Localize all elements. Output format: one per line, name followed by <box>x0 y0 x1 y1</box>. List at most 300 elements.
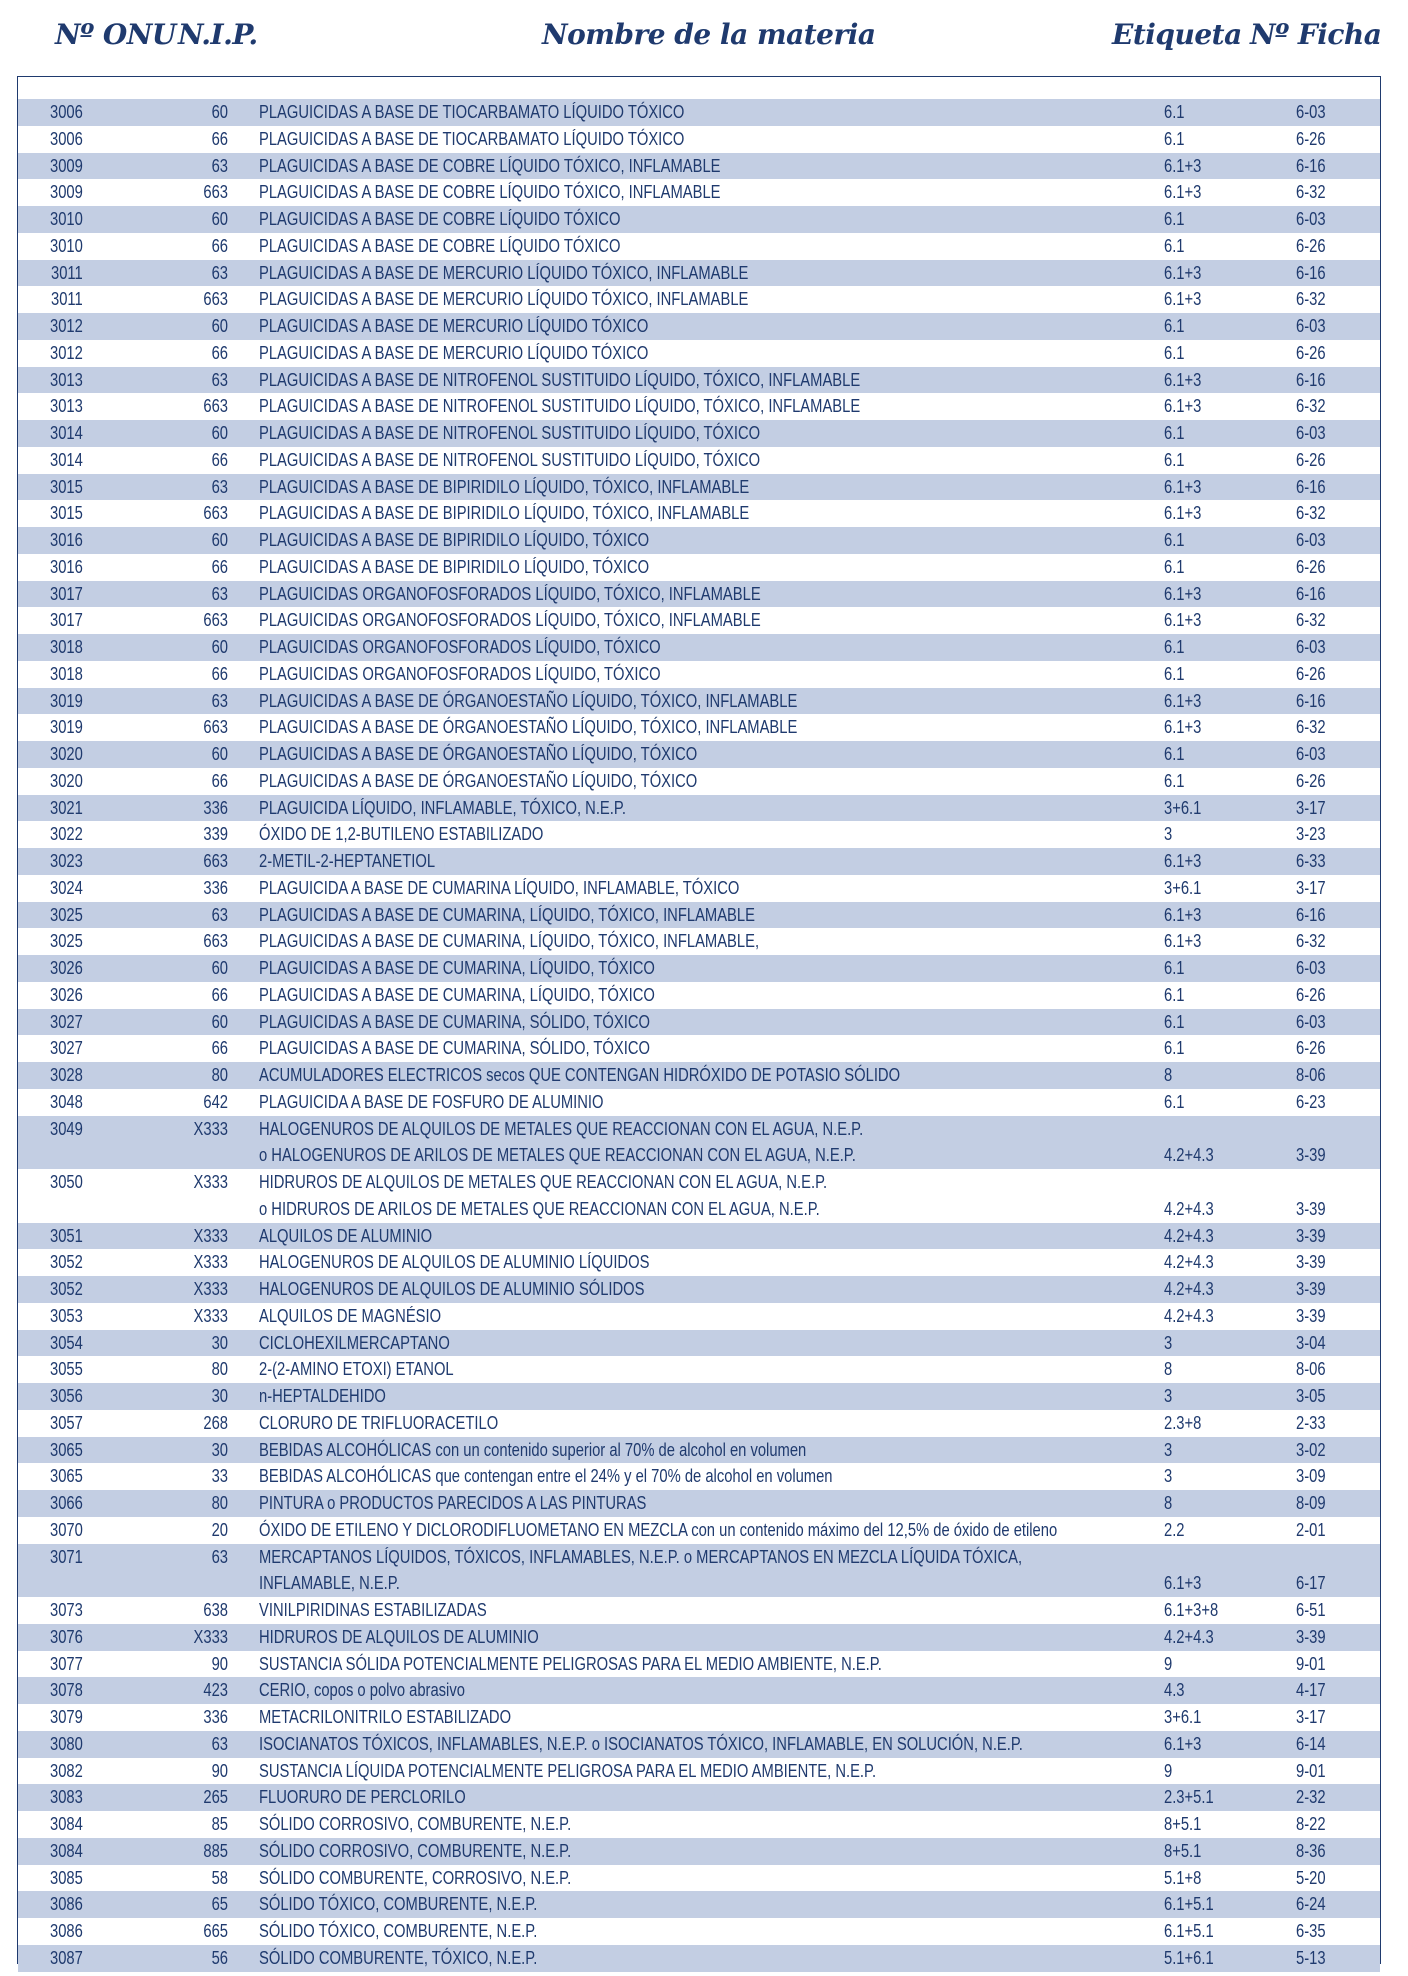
cell-name <box>259 1330 492 1357</box>
cell-name-text: PLAGUICIDA A BASE DE CUMARINA LÍQUIDO, INFLAMABLE, TÓXICO <box>259 877 740 898</box>
cell-onu <box>43 982 98 1009</box>
cell-etiqueta-text: 6.1 <box>1164 128 1185 149</box>
cell-ficha-text: 6-26 <box>1296 449 1326 470</box>
cell-etiqueta <box>1164 153 1210 180</box>
table-row <box>18 875 1380 902</box>
cell-ficha <box>1296 393 1332 420</box>
cell-name <box>259 848 474 875</box>
cell-onu-text: 3057 <box>50 1412 84 1433</box>
header-ficha: Nº Ficha <box>1250 18 1382 51</box>
cell-onu-text: 3006 <box>50 102 84 122</box>
cell-nip: 60 <box>211 637 228 657</box>
cell-etiqueta-text: 6.1+3 <box>1164 262 1202 283</box>
cell-etiqueta <box>1164 1437 1174 1464</box>
cell-onu <box>43 928 98 955</box>
table-row <box>18 1918 1380 1945</box>
cell-ficha <box>1296 474 1332 501</box>
cell-name <box>259 1009 736 1036</box>
cell-name <box>259 1865 640 1892</box>
cell-etiqueta <box>1164 1490 1174 1517</box>
cell-name <box>259 286 856 313</box>
cell-onu-text: 3014 <box>50 423 84 443</box>
cell-etiqueta <box>1164 286 1210 313</box>
cell-name <box>259 1758 1012 1785</box>
cell-name-text: PLAGUICIDAS A BASE DE BIPIRIDILO LÍQUIDO, TÓXICO, INFLAMABLE <box>259 476 750 497</box>
cell-ficha-text: 3-23 <box>1296 824 1326 845</box>
cell-name <box>259 634 749 661</box>
cell-etiqueta <box>1164 741 1189 768</box>
cell-etiqueta <box>1164 179 1210 206</box>
cell-onu <box>43 821 98 848</box>
cell-etiqueta-text: 6.1 <box>1164 423 1185 443</box>
cell-onu-text: 3012 <box>50 342 84 363</box>
cell-name-text: SÓLIDO CORROSIVO, COMBURENTE, N.E.P. <box>259 1840 572 1861</box>
cell-onu <box>43 714 98 741</box>
cell-name <box>259 99 778 126</box>
cell-ficha-text: 2-01 <box>1296 1519 1326 1540</box>
cell-onu-text: 3082 <box>50 1760 84 1781</box>
cell-ficha <box>1296 581 1332 608</box>
cell-etiqueta <box>1164 1276 1225 1303</box>
cell-ficha-text: 3-39 <box>1296 1198 1326 1219</box>
cell-etiqueta-text: 4.2+4.3 <box>1164 1145 1214 1166</box>
table-row <box>18 1838 1380 1865</box>
cell-ficha-text: 6-03 <box>1296 1011 1326 1032</box>
cell-name <box>259 313 734 340</box>
cell-etiqueta-text: 2.2 <box>1164 1519 1185 1540</box>
cell-etiqueta-text: 6.1+3 <box>1164 717 1202 738</box>
cell-name <box>259 1062 1041 1089</box>
cell-onu-text: 3019 <box>50 717 84 738</box>
cell-nip: 63 <box>211 690 228 711</box>
table-row <box>18 260 1380 287</box>
cell-etiqueta-text: 6.1+3 <box>1164 610 1202 631</box>
cell-etiqueta <box>1164 1356 1174 1383</box>
cell-name <box>259 1704 566 1731</box>
cell-name-text: PLAGUICIDAS A BASE DE MERCURIO LÍQUIDO TÓXICO, INFLAMABLE <box>259 262 749 283</box>
cell-ficha-text: 5-20 <box>1296 1867 1326 1888</box>
cell-onu <box>43 233 98 260</box>
cell-etiqueta <box>1164 420 1189 447</box>
cell-ficha-text: 8-09 <box>1296 1493 1326 1513</box>
cell-etiqueta <box>1164 607 1210 634</box>
cell-nip: 663 <box>203 503 228 524</box>
cell-ficha-text: 6-26 <box>1296 235 1326 256</box>
cell-etiqueta <box>1164 848 1210 875</box>
cell-name <box>259 1356 496 1383</box>
cell-name-text: PLAGUICIDAS A BASE DE MERCURIO LÍQUIDO TÓXICO, INFLAMABLE <box>259 289 749 310</box>
table-row <box>18 286 1380 313</box>
cell-onu <box>43 1597 98 1624</box>
cell-ficha <box>1296 768 1332 795</box>
cell-etiqueta-text: 8+5.1 <box>1164 1814 1202 1834</box>
cell-onu <box>43 741 98 768</box>
cell-ficha <box>1296 1089 1332 1116</box>
cell-name-text: PLAGUICIDAS A BASE DE ÓRGANOESTAÑO LÍQUIDO, TÓXICO <box>259 744 698 764</box>
cell-name-text: SÓLIDO TÓXICO, COMBURENTE, N.E.P. <box>259 1921 538 1941</box>
cell-etiqueta-text: 6.1 <box>1164 316 1185 336</box>
cell-name-text: ACUMULADORES ELECTRICOS secos QUE CONTENGAN HIDRÓXIDO DE POTASIO SÓLIDO <box>259 1065 901 1085</box>
cell-nip: 66 <box>211 342 228 363</box>
cell-onu-text: 3085 <box>50 1867 84 1888</box>
cell-name-text: HALOGENUROS DE ALQUILOS DE ALUMINIO SÓLIDOS <box>259 1279 645 1299</box>
cell-name <box>259 340 734 367</box>
cell-nip: 60 <box>211 530 228 550</box>
cell-etiqueta <box>1164 634 1189 661</box>
cell-onu-text: 3048 <box>50 1091 84 1112</box>
cell-etiqueta <box>1164 688 1210 715</box>
cell-nip: 638 <box>203 1600 228 1620</box>
cell-onu <box>43 1490 98 1517</box>
cell-ficha <box>1296 153 1332 180</box>
cell-onu-text: 3087 <box>50 1947 84 1968</box>
cell-nip: 339 <box>203 824 228 845</box>
cell-name-text: PLAGUICIDAS A BASE DE COBRE LÍQUIDO TÓXICO, INFLAMABLE <box>259 182 721 203</box>
table-row <box>18 581 1380 608</box>
cell-ficha-text: 4-17 <box>1296 1680 1326 1701</box>
cell-etiqueta <box>1164 1009 1189 1036</box>
header-onu: Nº ONU <box>55 18 176 51</box>
cell-nip: 63 <box>211 476 228 497</box>
cell-etiqueta <box>1164 1677 1189 1704</box>
cell-etiqueta <box>1164 1223 1225 1250</box>
cell-name <box>259 1463 958 1490</box>
cell-ficha <box>1296 1490 1332 1517</box>
cell-name-text: PLAGUICIDAS A BASE DE NITROFENOL SUSTITUIDO LÍQUIDO, TÓXICO <box>259 423 761 443</box>
cell-etiqueta-text: 6.1 <box>1164 235 1185 256</box>
table-row <box>18 688 1380 715</box>
cell-onu-text: 3006 <box>50 128 84 149</box>
cell-onu <box>43 1624 98 1651</box>
cell-etiqueta-text: 4.2+4.3 <box>1164 1279 1214 1299</box>
cell-name-continued <box>259 1196 943 1223</box>
cell-etiqueta-text: 3+6.1 <box>1164 877 1202 898</box>
cell-onu-text: 3024 <box>50 877 84 898</box>
cell-etiqueta <box>1164 99 1189 126</box>
cell-name-text: CERIO, copos o polvo abrasivo <box>259 1680 465 1701</box>
cell-etiqueta-text: 3 <box>1164 1466 1173 1487</box>
cell-name <box>259 581 871 608</box>
cell-name <box>259 1303 481 1330</box>
cell-name-text: PLAGUICIDAS A BASE DE BIPIRIDILO LÍQUIDO, TÓXICO <box>259 556 650 577</box>
cell-name <box>259 1490 731 1517</box>
cell-onu <box>43 99 98 126</box>
cell-onu <box>43 1838 98 1865</box>
cell-etiqueta-text: 8+5.1 <box>1164 1840 1202 1861</box>
cell-onu <box>43 206 98 233</box>
cell-ficha-text: 6-03 <box>1296 530 1326 550</box>
table-row <box>18 1463 1380 1490</box>
cell-onu <box>43 286 98 313</box>
table-row <box>18 447 1380 474</box>
cell-etiqueta-text: 6.1+5.1 <box>1164 1921 1214 1941</box>
cell-etiqueta <box>1164 233 1189 260</box>
cell-ficha-text: 3-39 <box>1296 1225 1326 1246</box>
cell-onu <box>43 367 98 394</box>
cell-onu <box>43 1945 98 1972</box>
cell-onu <box>43 474 98 501</box>
table-row <box>18 527 1380 554</box>
cell-nip: 63 <box>211 583 228 604</box>
cell-ficha <box>1296 1517 1332 1544</box>
table-row <box>18 99 1380 126</box>
cell-name <box>259 1249 735 1276</box>
cell-name <box>259 714 916 741</box>
cell-name-text: PLAGUICIDAS A BASE DE CUMARINA, LÍQUIDO, TÓXICO, INFLAMABLE, <box>259 931 760 952</box>
cell-onu-text: 3015 <box>50 503 84 524</box>
cell-nip: 60 <box>211 1011 228 1032</box>
table-row <box>18 474 1380 501</box>
cell-onu <box>43 688 98 715</box>
cell-etiqueta-text: 6.1+5.1 <box>1164 1894 1214 1915</box>
cell-onu-text: 3011 <box>51 289 83 310</box>
cell-ficha <box>1296 1570 1332 1597</box>
cell-ficha <box>1296 607 1332 634</box>
cell-etiqueta-text: 6.1 <box>1164 1038 1185 1059</box>
cell-etiqueta <box>1164 1410 1210 1437</box>
cell-etiqueta-text: 3 <box>1164 1386 1173 1406</box>
cell-ficha <box>1296 1784 1332 1811</box>
table-row <box>18 795 1380 822</box>
cell-ficha-text: 6-32 <box>1296 396 1326 417</box>
cell-name <box>259 1838 640 1865</box>
cell-name <box>259 1544 1190 1571</box>
cell-nip: X333 <box>193 1252 228 1273</box>
cell-onu <box>43 554 98 581</box>
cell-etiqueta-text: 6.1+3 <box>1164 690 1202 711</box>
cell-name-text: BEBIDAS ALCOHÓLICAS con un contenido superior al 70% de alcohol en volumen <box>259 1439 807 1460</box>
table-row <box>18 1865 1380 1892</box>
cell-name <box>259 474 857 501</box>
cell-ficha-text: 6-26 <box>1296 342 1326 363</box>
cell-ficha-text: 6-16 <box>1296 476 1326 497</box>
cell-onu-text: 3013 <box>50 396 84 417</box>
cell-ficha <box>1296 741 1332 768</box>
cell-nip: 663 <box>203 610 228 631</box>
cell-name-text: PLAGUICIDAS A BASE DE MERCURIO LÍQUIDO TÓXICO <box>259 342 649 363</box>
cell-etiqueta <box>1164 1062 1174 1089</box>
cell-nip: 63 <box>211 904 228 925</box>
cell-etiqueta-text: 8 <box>1164 1065 1173 1085</box>
cell-etiqueta-text: 5.1+6.1 <box>1164 1947 1214 1968</box>
cell-etiqueta-text: 4.2+4.3 <box>1164 1305 1214 1326</box>
cell-onu <box>43 1651 98 1678</box>
cell-ficha-text: 6-03 <box>1296 423 1326 443</box>
cell-etiqueta-text: 9 <box>1164 1653 1173 1674</box>
cell-onu-text: 3049 <box>50 1118 84 1139</box>
cell-etiqueta <box>1164 1945 1225 1972</box>
cell-nip: X333 <box>193 1225 228 1246</box>
table-row <box>18 982 1380 1009</box>
cell-onu-text: 3066 <box>50 1493 84 1513</box>
cell-ficha-text: 8-36 <box>1296 1840 1326 1861</box>
table-row <box>18 928 1380 955</box>
cell-nip: 66 <box>211 556 228 577</box>
cell-onu-text: 3016 <box>50 556 84 577</box>
table-row <box>18 848 1380 875</box>
cell-name-text: MERCAPTANOS LÍQUIDOS, TÓXICOS, INFLAMABLES, N.E.P. o MERCAPTANOS EN MEZCLA LÍQUIDA TÓXICA, <box>259 1546 1023 1567</box>
cell-ficha <box>1296 1758 1332 1785</box>
cell-onu <box>43 607 98 634</box>
cell-nip: 63 <box>211 262 228 283</box>
cell-ficha-text: 3-17 <box>1296 1707 1326 1727</box>
cell-ficha <box>1296 286 1332 313</box>
cell-ficha <box>1296 1330 1332 1357</box>
cell-etiqueta-text: 8 <box>1164 1359 1173 1380</box>
cell-ficha <box>1296 1838 1332 1865</box>
cell-onu <box>43 1731 98 1758</box>
cell-etiqueta-text: 2.3+8 <box>1164 1412 1202 1433</box>
cell-etiqueta <box>1164 1142 1225 1169</box>
cell-onu <box>43 179 98 206</box>
cell-name-text: SÓLIDO COMBURENTE, TÓXICO, N.E.P. <box>259 1947 538 1968</box>
cell-ficha <box>1296 982 1332 1009</box>
cell-nip: 423 <box>203 1680 228 1701</box>
cell-nip: 265 <box>203 1787 228 1808</box>
cell-etiqueta-text: 6.1 <box>1164 958 1185 978</box>
cell-ficha-text: 3-39 <box>1296 1305 1326 1326</box>
cell-ficha <box>1296 206 1332 233</box>
cell-onu <box>43 1223 98 1250</box>
cell-ficha-text: 6-26 <box>1296 128 1326 149</box>
cell-ficha <box>1296 1918 1332 1945</box>
table-row <box>18 768 1380 795</box>
cell-etiqueta <box>1164 1196 1225 1223</box>
cell-ficha <box>1296 1249 1332 1276</box>
cell-ficha-text: 6-51 <box>1296 1600 1326 1620</box>
cell-ficha-text: 6-26 <box>1296 663 1326 684</box>
cell-ficha-text: 6-32 <box>1296 503 1326 524</box>
table-row <box>18 1758 1380 1785</box>
cell-name-text: PLAGUICIDAS A BASE DE COBRE LÍQUIDO TÓXICO, INFLAMABLE <box>259 155 721 176</box>
cell-ficha-text: 6-26 <box>1296 556 1326 577</box>
cell-etiqueta-text: 3+6.1 <box>1164 1707 1202 1727</box>
cell-ficha-text: 3-04 <box>1296 1332 1326 1353</box>
cell-nip: 885 <box>203 1840 228 1861</box>
cell-nip: X333 <box>193 1305 228 1326</box>
cell-onu <box>43 1410 98 1437</box>
cell-ficha <box>1296 447 1332 474</box>
cell-onu-text: 3071 <box>50 1546 84 1567</box>
cell-etiqueta-text: 6.1 <box>1164 530 1185 550</box>
cell-ficha-text: 6-32 <box>1296 610 1326 631</box>
cell-name-text: SUSTANCIA LÍQUIDA POTENCIALMENTE PELIGROSA PARA EL MEDIO AMBIENTE, N.E.P. <box>259 1760 877 1781</box>
cell-ficha <box>1296 420 1332 447</box>
cell-ficha <box>1296 1410 1332 1437</box>
cell-ficha-text: 6-35 <box>1296 1921 1326 1941</box>
cell-ficha-text: 6-03 <box>1296 102 1326 122</box>
cell-ficha-text: 8-06 <box>1296 1359 1326 1380</box>
cell-etiqueta-text: 6.1 <box>1164 209 1185 229</box>
cell-etiqueta <box>1164 527 1189 554</box>
cell-name <box>259 768 793 795</box>
cell-ficha-text: 3-05 <box>1296 1386 1326 1406</box>
table-row <box>18 1651 1380 1678</box>
cell-ficha <box>1296 1677 1332 1704</box>
cell-name-continued-text: o HALOGENUROS DE ARILOS DE METALES QUE REACCIONAN CON EL AGUA, N.E.P. <box>259 1145 856 1166</box>
cell-etiqueta <box>1164 500 1210 527</box>
table-row <box>18 1677 1380 1704</box>
cell-name <box>259 420 870 447</box>
cell-onu <box>43 768 98 795</box>
cell-onu <box>43 1811 98 1838</box>
cell-etiqueta-text: 6.1+3 <box>1164 1733 1202 1754</box>
cell-onu-text: 3026 <box>50 984 84 1005</box>
cell-onu-text: 3012 <box>50 316 84 336</box>
cell-name <box>259 875 845 902</box>
cell-nip: 60 <box>211 209 228 229</box>
cell-onu-text: 3053 <box>50 1305 84 1326</box>
cell-nip: 80 <box>211 1493 228 1513</box>
cell-name-text: PLAGUICIDAS A BASE DE BIPIRIDILO LÍQUIDO, TÓXICO <box>259 530 650 550</box>
cell-etiqueta-text: 6.1+3 <box>1164 904 1202 925</box>
cell-onu-text: 3086 <box>50 1894 84 1915</box>
cell-onu-text: 3054 <box>50 1332 84 1353</box>
cell-etiqueta <box>1164 474 1210 501</box>
cell-etiqueta-text: 6.1+3 <box>1164 289 1202 310</box>
cell-ficha-text: 8-06 <box>1296 1065 1326 1085</box>
cell-name-text: PLAGUICIDA LÍQUIDO, INFLAMABLE, TÓXICO, N.E.P. <box>259 797 626 818</box>
cell-nip: 65 <box>211 1894 228 1915</box>
cell-ficha <box>1296 1062 1332 1089</box>
table-top-spacer <box>18 77 1380 99</box>
cell-name <box>259 1891 598 1918</box>
cell-onu <box>43 1356 98 1383</box>
cell-ficha <box>1296 1437 1332 1464</box>
cell-etiqueta <box>1164 902 1210 929</box>
cell-onu-text: 3056 <box>50 1386 84 1406</box>
header-etiqueta: Etiqueta <box>1112 18 1242 51</box>
cell-ficha <box>1296 1731 1332 1758</box>
table-row <box>18 821 1380 848</box>
cell-ficha-text: 6-33 <box>1296 851 1326 871</box>
cell-name-text: VINILPIRIDINAS ESTABILIZADAS <box>259 1600 487 1620</box>
cell-ficha-text: 6-23 <box>1296 1091 1326 1112</box>
cell-ficha <box>1296 1463 1332 1490</box>
cell-name <box>259 741 793 768</box>
table-row <box>18 206 1380 233</box>
cell-onu <box>43 1437 98 1464</box>
cell-name <box>259 179 822 206</box>
cell-name-text: PLAGUICIDAS A BASE DE CUMARINA, SÓLIDO, TÓXICO <box>259 1038 650 1059</box>
table-row <box>18 1784 1380 1811</box>
cell-ficha-text: 6-32 <box>1296 931 1326 952</box>
cell-nip: 63 <box>211 369 228 390</box>
table-row <box>18 554 1380 581</box>
cell-ficha <box>1296 260 1332 287</box>
cell-name-text: PLAGUICIDAS A BASE DE CUMARINA, LÍQUIDO, TÓXICO <box>259 958 655 978</box>
table-row <box>18 741 1380 768</box>
cell-ficha <box>1296 821 1332 848</box>
cell-ficha <box>1296 1704 1332 1731</box>
cell-name <box>259 955 742 982</box>
cell-name-text: ALQUILOS DE ALUMINIO <box>259 1225 433 1246</box>
cell-ficha-text: 6-16 <box>1296 369 1326 390</box>
table-row <box>18 1356 1380 1383</box>
cell-onu-text: 3083 <box>50 1787 84 1808</box>
cell-name <box>259 367 992 394</box>
cell-name-text: ÓXIDO DE ETILENO Y DICLORODIFLUOMETANO EN MEZCLA con un contenido máximo del 12,5% de óxido de etileno <box>259 1519 1058 1540</box>
cell-onu <box>43 500 98 527</box>
table-row <box>18 1811 1380 1838</box>
cell-ficha-text: 6-26 <box>1296 984 1326 1005</box>
cell-etiqueta <box>1164 1463 1174 1490</box>
table-row <box>18 1276 1380 1303</box>
table-row <box>18 1223 1380 1250</box>
cell-name-text: PLAGUICIDAS A BASE DE MERCURIO LÍQUIDO TÓXICO <box>259 316 649 336</box>
cell-onu <box>43 634 98 661</box>
cell-ficha <box>1296 126 1332 153</box>
